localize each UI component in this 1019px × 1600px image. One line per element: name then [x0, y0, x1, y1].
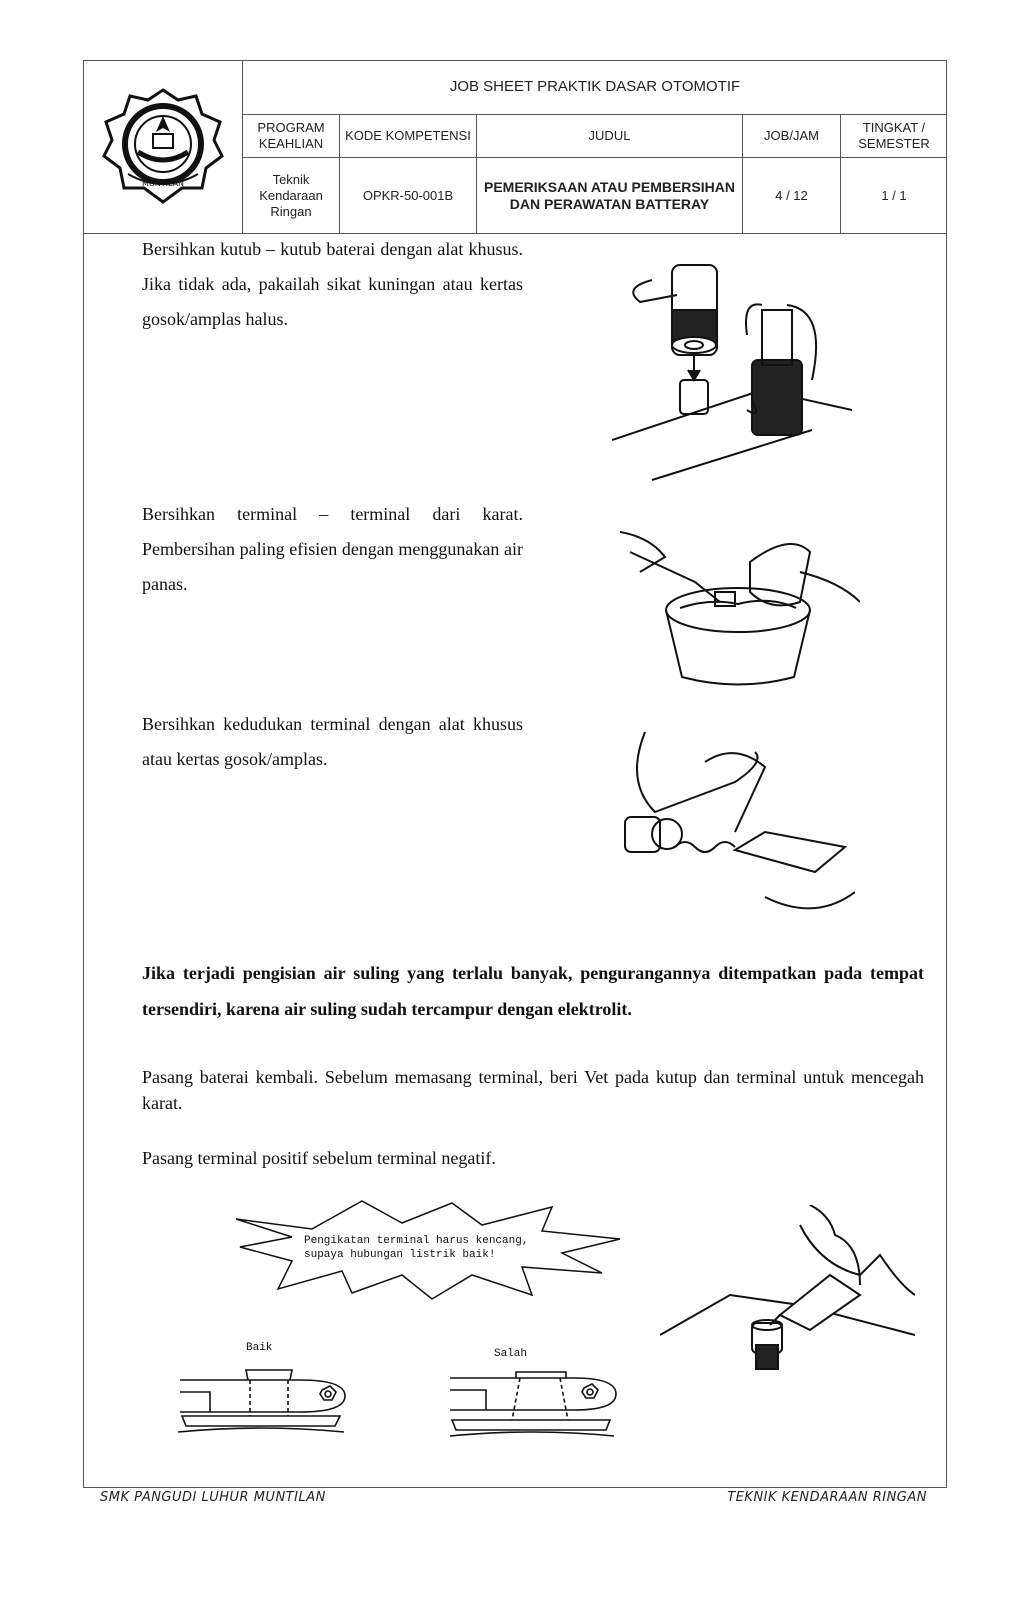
- callout-line-2: supaya hubungan listrik baik!: [304, 1249, 496, 1261]
- terminal-incorrect-diagram: [446, 1364, 626, 1442]
- cleaning-terminal-hot-water-illustration: [620, 512, 860, 692]
- warning-text: Jika terjadi pengisian air suling yang terlalu banyak, pengurangannya ditempatkan pada tempat tersendiri, karena air suling sudah tercampur dengan elektrolit.: [142, 963, 924, 1019]
- col-tingkat-header: TINGKAT / SEMESTER: [841, 115, 947, 158]
- callout-line-1: Pengikatan terminal harus kencang,: [304, 1235, 529, 1247]
- logo-cell: [83, 60, 243, 234]
- program-value: Teknik Kendaraan Ringan: [243, 158, 340, 234]
- logo-text: MUNTILAN: [141, 178, 184, 188]
- kode-value: OPKR-50-001B: [340, 158, 477, 234]
- col-jobjam-header: JOB/JAM: [743, 115, 841, 158]
- judul-value: PEMERIKSAAN ATAU PEMBERSIHAN DAN PERAWATAN BATTERAY: [477, 158, 743, 234]
- install-order-text: Pasang terminal positif sebelum terminal negatif.: [142, 1148, 496, 1168]
- header-table: [83, 60, 947, 234]
- cleaning-battery-post-illustration: [612, 240, 852, 485]
- label-good: Baik: [246, 1342, 273, 1354]
- col-kode-header: KODE KOMPETENSI: [340, 115, 477, 158]
- applying-grease-illustration: [660, 1205, 915, 1390]
- sheet-title: JOB SHEET PRAKTIK DASAR OTOMOTIF: [243, 60, 947, 115]
- footer-school: SMK PANGUDI LUHUR MUNTILAN: [100, 1490, 326, 1505]
- col-program-header: PROGRAM KEAHLIAN: [243, 115, 340, 158]
- tingkat-value: 1 / 1: [841, 158, 947, 234]
- step-2-text: Bersihkan terminal – terminal dari karat. Pembersihan paling efisien dengan menggunakan air panas.: [142, 504, 523, 594]
- footer-program: TEKNIK KENDARAAN RINGAN: [727, 1490, 927, 1505]
- col-judul-header: JUDUL: [477, 115, 743, 158]
- step-1-text: Bersihkan kutub – kutub baterai dengan alat khusus. Jika tidak ada, pakailah sikat kuningan atau kertas gosok/amplas halus.: [142, 239, 523, 329]
- step-3-text: Bersihkan kedudukan terminal dengan alat khusus atau kertas gosok/amplas.: [142, 714, 523, 769]
- install-text: Pasang baterai kembali. Sebelum memasang terminal, beri Vet pada kutup dan terminal untuk mencegah karat.: [142, 1067, 924, 1113]
- jobjam-value: 4 / 12: [743, 158, 841, 234]
- tightening-callout: [232, 1195, 624, 1301]
- terminal-correct-diagram: [170, 1360, 350, 1438]
- cleaning-terminal-seat-illustration: [615, 722, 855, 922]
- label-bad: Salah: [494, 1348, 528, 1360]
- school-logo: [98, 82, 228, 212]
